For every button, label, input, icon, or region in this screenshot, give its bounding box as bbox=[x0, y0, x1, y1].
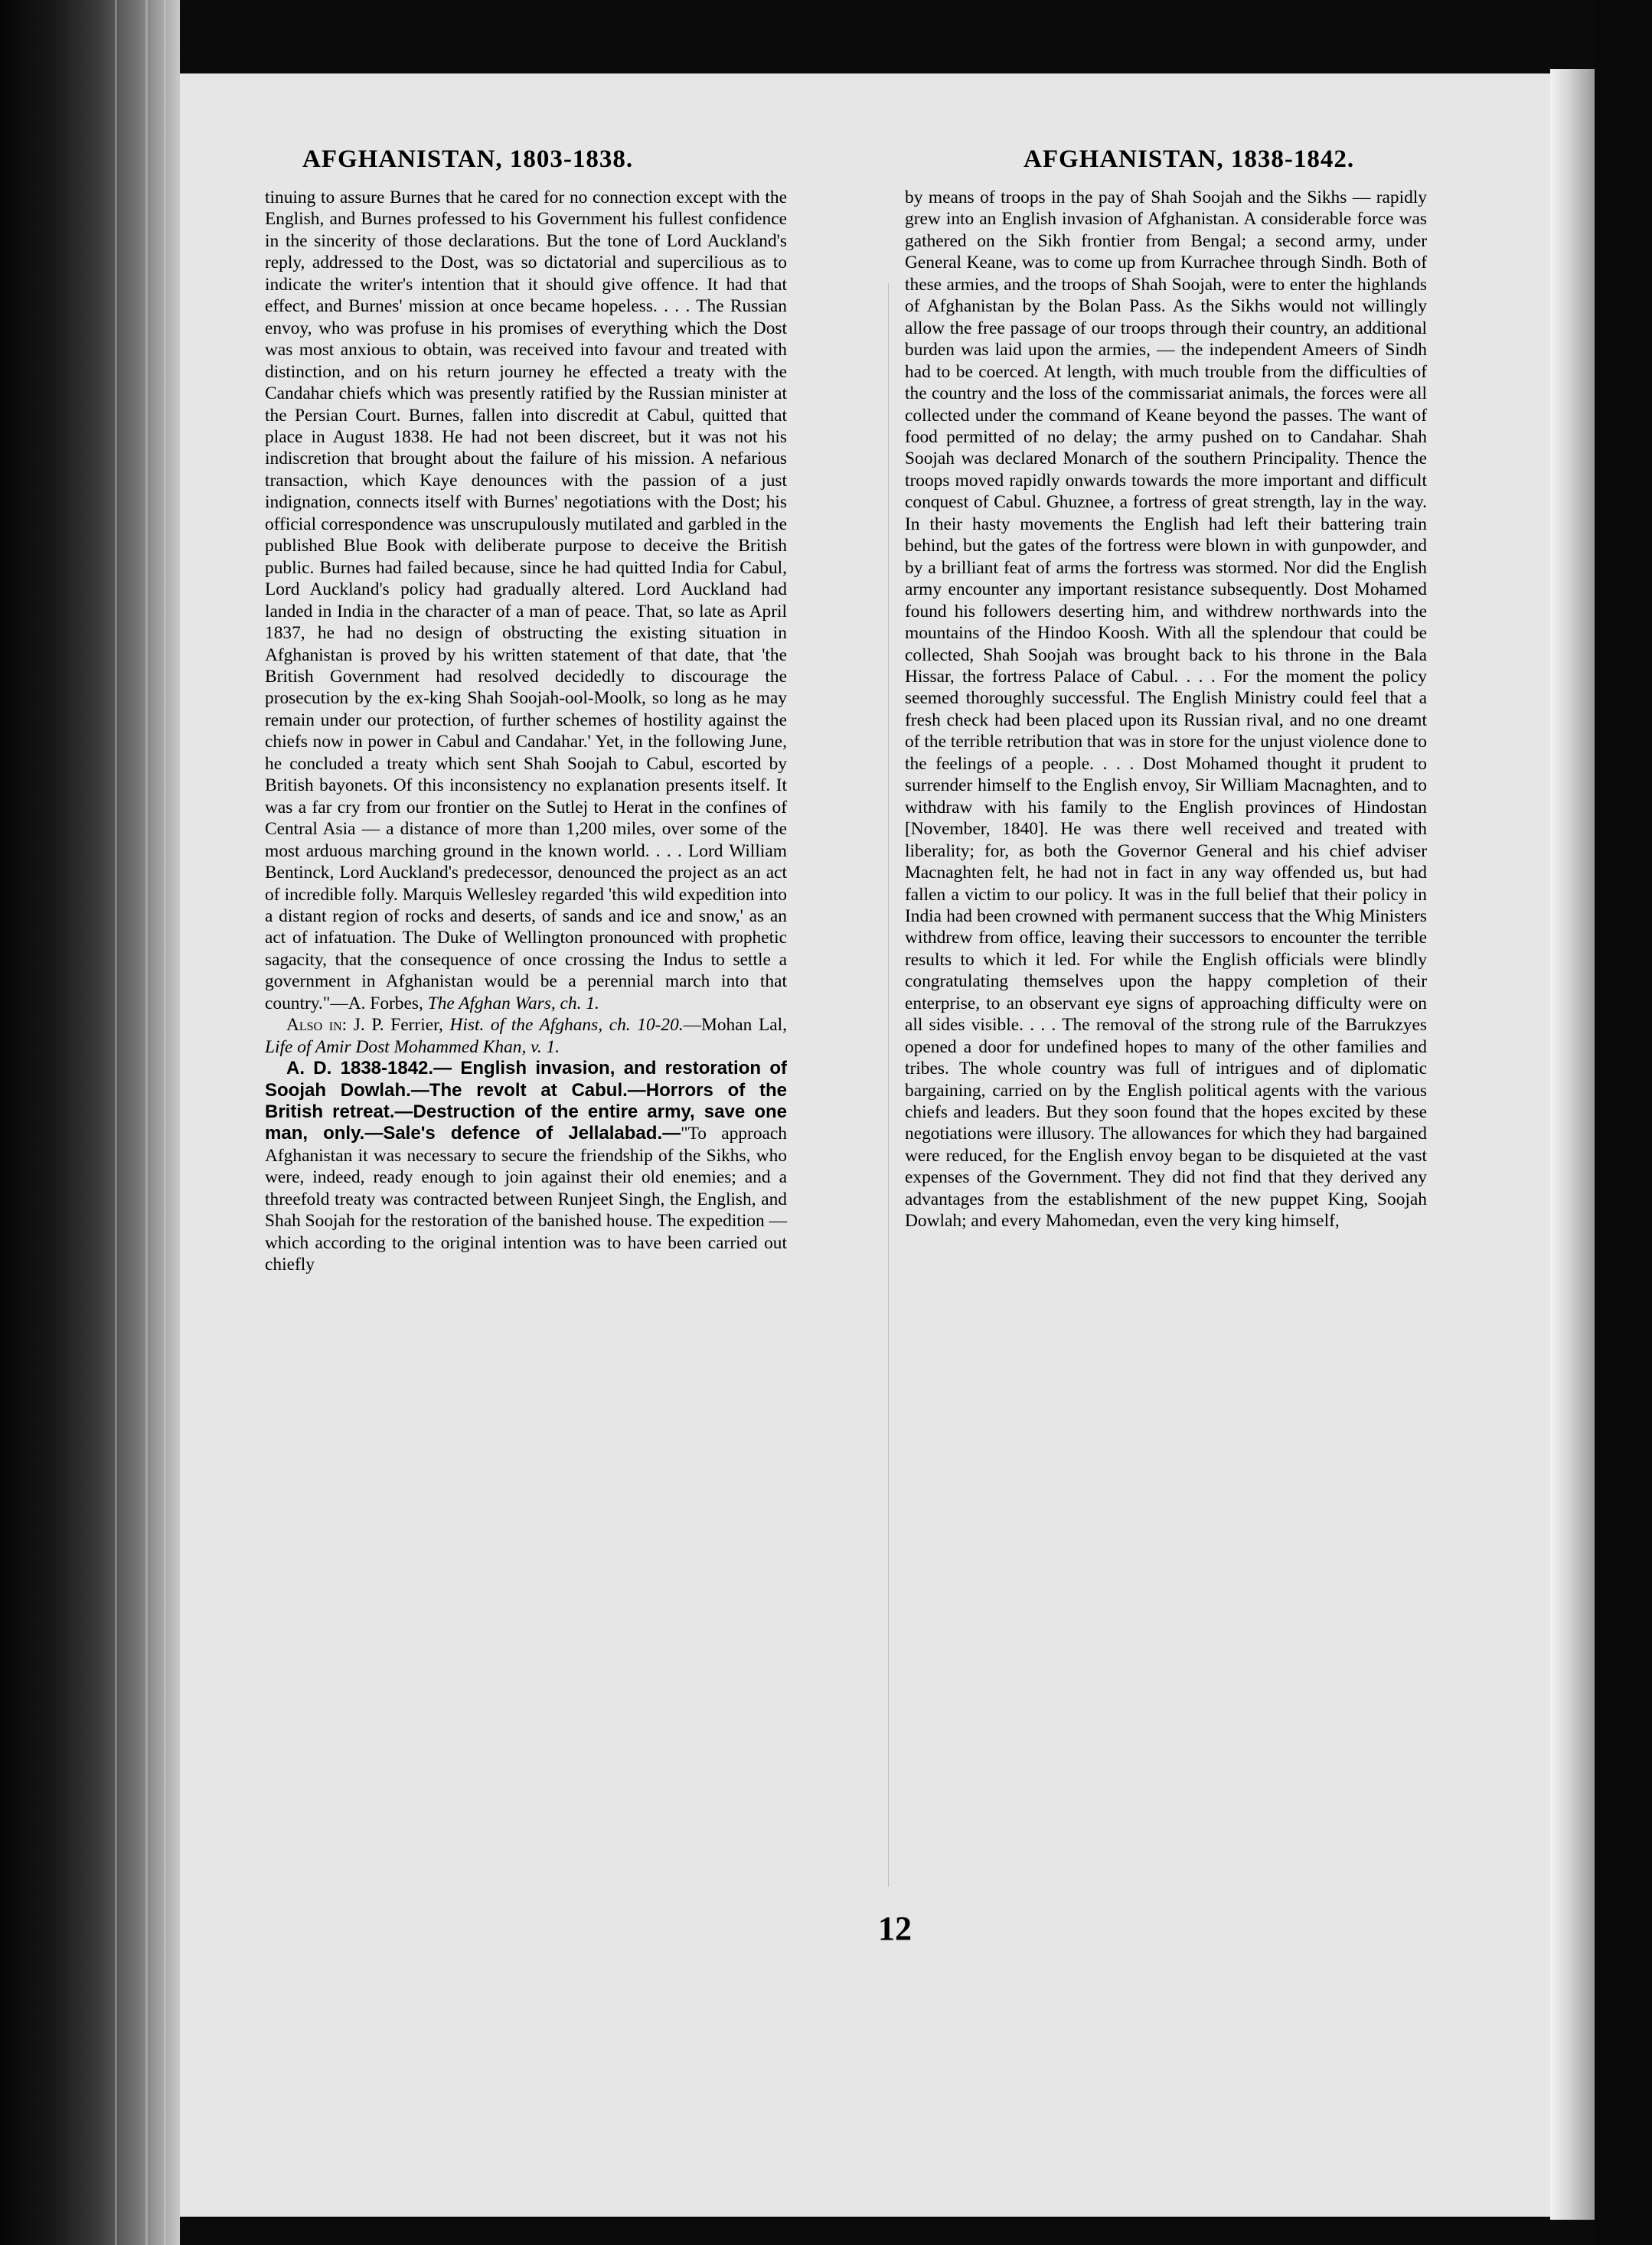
running-header-right: AFGHANISTAN, 1838-1842. bbox=[1024, 145, 1355, 173]
entry-text: "To approach Afghanistan it was necessary to secure the friendship of the Sikhs, who were, indeed, ready enough to join against their old enemies; and a threefold treaty was contracted between Runjeet Singh, the English, and Shah Soojah for the restoration of the banished house. The expedition — which according to the original intention was to have been carried out chiefly bbox=[265, 1124, 787, 1275]
page-number: 12 bbox=[878, 1910, 912, 1947]
binding-streak bbox=[164, 0, 166, 2245]
left-column bbox=[265, 187, 787, 1276]
citation-ferrier: Hist. of the Afghans, ch. 10-20. bbox=[449, 1015, 684, 1036]
book-binding-left bbox=[0, 0, 180, 2245]
scan-border-right bbox=[1595, 0, 1652, 2245]
citation-afghan-wars: The Afghan Wars, ch. 1. bbox=[427, 993, 599, 1013]
entry-heading: A. D. 1838-1842.— English invasion, and restoration of Soojah Dowlah.—The revolt at Cabul.—Horrors of the British retreat.—Destruction of the entire army, save one man, only.—Sale's defence of Jellalabad.— bbox=[265, 1058, 787, 1144]
also-in-label: Also in bbox=[286, 1015, 342, 1036]
binding-streak bbox=[115, 0, 117, 2245]
running-header-left: AFGHANISTAN, 1803-1838. bbox=[302, 145, 634, 173]
also-in-paragraph bbox=[265, 1014, 787, 1058]
binding-streak bbox=[145, 0, 148, 2245]
right-column bbox=[905, 187, 1427, 1232]
left-paragraph-continued bbox=[265, 187, 787, 1014]
also-in-text-2: —Mohan Lal, bbox=[683, 1015, 787, 1036]
citation-mohan-lal: Life of Amir Dost Mohammed Khan, v. 1. bbox=[265, 1036, 560, 1057]
left-paragraph-text: tinuing to assure Burnes that he cared for no connection except with the English, and Burnes professed to his Government his fullest confidence in the sincerity of those declarations. But the tone of Lord Auckland's reply, addressed to the Dost, was so dictatorial and supercilious as to indicate the writer's intention that it should give offence. It had that effect, and Burnes' mission at once became hopeless. . . . The Russian envoy, who was profuse in his promises of everything which the Dost was most anxious to obtain, was received into favour and treated with distinction, and on his return journey he effected a treaty with the Candahar chiefs which was presently ratified by the Russian minister at the Persian Court. Burnes, fallen into discredit at Cabul, quitted that place in August 1838. He had not been discreet, but it was not his indiscretion that brought about the failure of his mission. A nefarious transaction, which Kaye denounces with the passion of a just indignation, connects itself with Burnes' negotiations with the Dost; his official correspondence was unscrupulously mutilated and garbled in the published Blue Book with deliberate purpose to deceive the British public. Burnes had failed because, since he had quitted India for Cabul, Lord Auckland's policy had gradually altered. Lord Auckland had landed in India in the character of a man of peace. That, so late as April 1837, he had no design of obstructing the existing situation in Afghanistan is proved by his written statement of that date, that 'the British Government had resolved decidedly to discourage the prosecution by the ex-king Shah Soojah-ool-Moolk, so long as he may remain under our protection, of further schemes of hostility against the chiefs now in power in Cabul and Candahar.' Yet, in the following June, he concluded a treaty which sent Shah Soojah to Cabul, escorted by British bayonets. Of this inconsistency no explanation presents itself. It was a far cry from our frontier on the Sutlej to Herat in the confines of Central Asia — a distance of more than 1,200 miles, over some of the most arduous marching ground in the known world. . . . Lord William Bentinck, Lord Auckland's predecessor, denounced the project as an act of incredible folly. Marquis Wellesley regarded 'this wild expedition into a distant region of rocks and deserts, of sands and ice and snow,' as an act of infatuation. The Duke of Wellington pronounced with prophetic sagacity, that the consequence of once crossing the Indus to settle a government in Afghanistan would be a perennial march into that country."—A. Forbes, bbox=[265, 188, 787, 1013]
column-divider bbox=[888, 283, 889, 1887]
right-paragraph: by means of troops in the pay of Shah Soojah and the Sikhs — rapidly grew into an English invasion of Afghanistan. A considerable force was gathered on the Sikh frontier from Bengal; a second army, under General Keane, was to come up from Kurrachee through Sindh. Both of these armies, and the troops of Shah Soojah, were to enter the highlands of Afghanistan by the Bolan Pass. As the Sikhs would not willingly allow the free passage of our troops through their country, an additional burden was laid upon the armies, — the independent Ameers of Sindh had to be coerced. At length, with much trouble from the difficulties of the country and the loss of the commissariat animals, the forces were all collected under the command of Keane beyond the passes. The want of food permitted of no delay; the army pushed on to Candahar. Shah Soojah was declared Monarch of the southern Principality. Thence the troops moved rapidly onwards towards the more important and difficult conquest of Cabul. Ghuznee, a fortress of great strength, lay in the way. In their hasty movements the English had left their battering train behind, but the gates of the fortress were blown in with gunpowder, and by a brilliant feat of arms the fortress was stormed. Nor did the English army encounter any important resistance subsequently. Dost Mohamed found his followers deserting him, and withdrew northwards into the mountains of the Hindoo Koosh. With all the splendour that could be collected, Shah Soojah was brought back to his throne in the Bala Hissar, the fortress Palace of Cabul. . . . For the moment the policy seemed thoroughly successful. The English Ministry could feel that a fresh check had been placed upon its Russian rival, and no one dreamt of the terrible retribution that was in store for the unjust violence done to the feelings of a people. . . . Dost Mohamed thought it prudent to surrender himself to the English envoy, Sir William Macnaghten, and to withdraw with his family to the English provinces of Hindostan [November, 1840]. He was there well received and treated with liberality; for, as both the Governor General and his chief adviser Macnaghten felt, he had not in fact in any way offended us, but had fallen a victim to our policy. It was in the full belief that their policy in India had been crowned with permanent success that the Whig Ministers withdrew from office, leaving their successors to encounter the terrible results to which it led. For while the English officials were blindly congratulating themselves upon the happy completion of their enterprise, to an observant eye signs of approaching difficulty were on all sides visible. . . . The removal of the strong rule of the Barrukzyes opened a door for undefined hopes to many of the other families and tribes. The whole country was full of intrigues and of diplomatic bargaining, carried on by the English political agents with the various chiefs and leaders. But they soon found that the hopes excited by these negotiations were illusory. The allowances for which they had bargained were reduced, for the English envoy began to be disquieted at the vast expenses of the Government. They did not find that they derived any advantages from the establishment of the new puppet King, Soojah Dowlah; and every Mahomedan, even the very king himself, bbox=[905, 188, 1427, 1232]
also-in-text-1: : J. P. Ferrier, bbox=[341, 1015, 443, 1036]
entry-ad-1838-1842 bbox=[265, 1058, 787, 1276]
page-edge-right bbox=[1550, 69, 1595, 2220]
